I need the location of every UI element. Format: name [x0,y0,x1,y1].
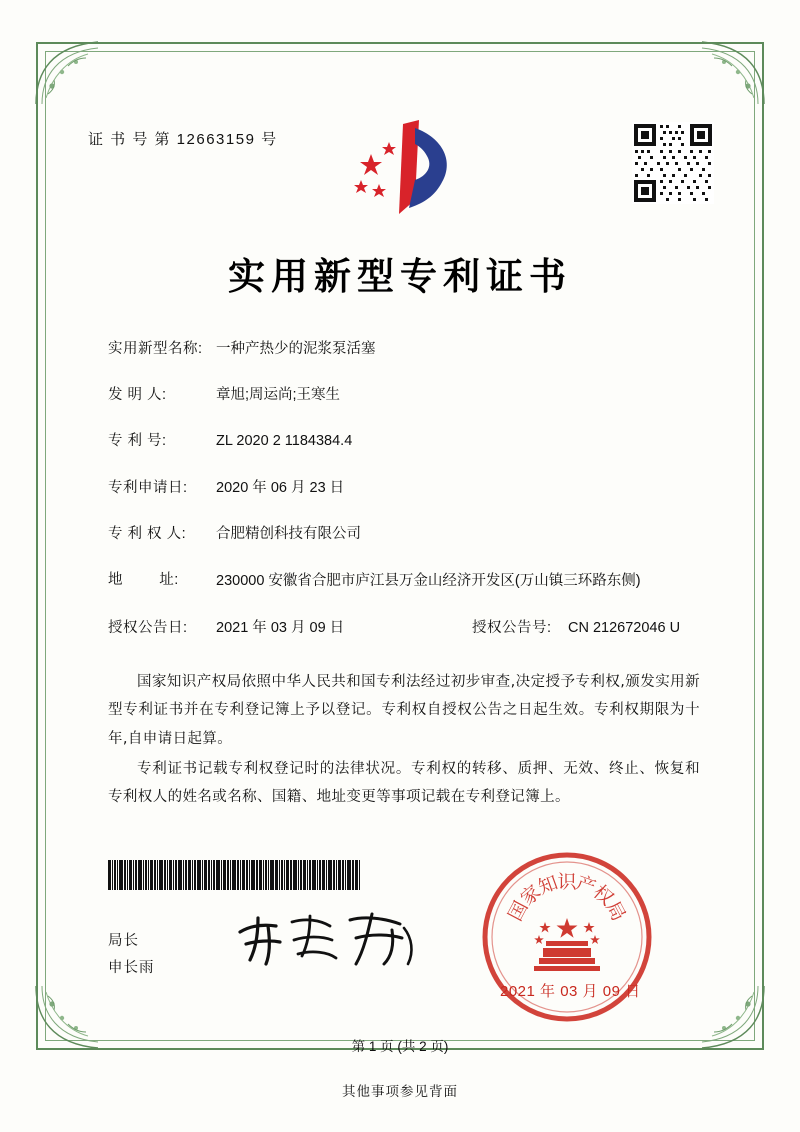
field-label: 地 址: [108,571,179,588]
field-value: 230000 安徽省合肥市庐江县万金山经济开发区(万山镇三环路东侧) [216,572,641,589]
svg-text:家: 家 [516,880,546,911]
svg-text:知: 知 [535,871,561,899]
field-label: 实用新型名称: [108,341,203,357]
field-utility-model-name [108,338,708,361]
barcode [108,860,404,890]
field-label: 授权公告号: [472,620,552,637]
field-patent-number [108,430,708,453]
cnipa-logo-icon [345,118,460,226]
page-title: 实用新型专利证书 [228,255,572,298]
field-value: 合肥精创科技有限公司 [216,525,361,542]
signature-name: 申长雨 [108,959,155,976]
field-value: 一种产热少的泥浆泵活塞 [216,341,376,357]
field-value: 2020 年 06 月 23 日 [216,479,345,496]
body-text [108,668,700,813]
field-address [108,569,708,594]
page-number: 第 1 页 (共 2 页) [351,1039,449,1054]
field-label: 专 利 权 人: [108,525,187,542]
field-patentee [108,523,708,546]
svg-text:产: 产 [573,871,599,899]
svg-text:局: 局 [601,897,630,925]
paragraph-1: 国家知识产权局依照中华人民共和国专利法经过初步审查,决定授予专利权,颁发实用新型专利证书并在专利登记簿上予以登记。专利权自授权公告之日起生效。专利权期限为十年,自申请日起算。 [108,674,700,747]
field-value: 2021 年 03 月 09 日 [216,620,345,637]
footnote: 其他事项参见背面 [342,1084,458,1099]
svg-text:国: 国 [504,897,533,925]
field-label: 专 利 号: [108,433,167,450]
field-value: CN 212672046 U [568,620,681,637]
field-label: 专利申请日: [108,479,188,496]
handwritten-signature-icon [232,908,422,974]
signature-block [108,928,155,982]
qr-code-icon [632,122,714,204]
svg-text:权: 权 [588,880,618,911]
certificate-number: 证 书 号 第 12663159 号 [88,131,278,148]
paragraph-2: 专利证书记载专利权登记时的法律状况。专利权的转移、质押、无效、终止、恢复和专利权人的姓名或名称、国籍、地址变更等事项记载在专利登记簿上。 [108,760,700,806]
field-label: 发 明 人: [108,387,167,404]
field-application-date [108,477,708,500]
field-value: 章旭;周运尚;王寒生 [216,387,341,404]
field-value: ZL 2020 2 1184384.4 [216,433,353,450]
field-label: 授权公告日: [108,620,188,637]
svg-text:识: 识 [557,871,577,893]
signature-role: 局长 [108,933,139,949]
field-inventors [108,384,708,407]
field-grant-announcement [108,617,708,640]
field-list [108,338,708,664]
seal-date: 2021 年 03 月 09 日 [500,983,641,1000]
